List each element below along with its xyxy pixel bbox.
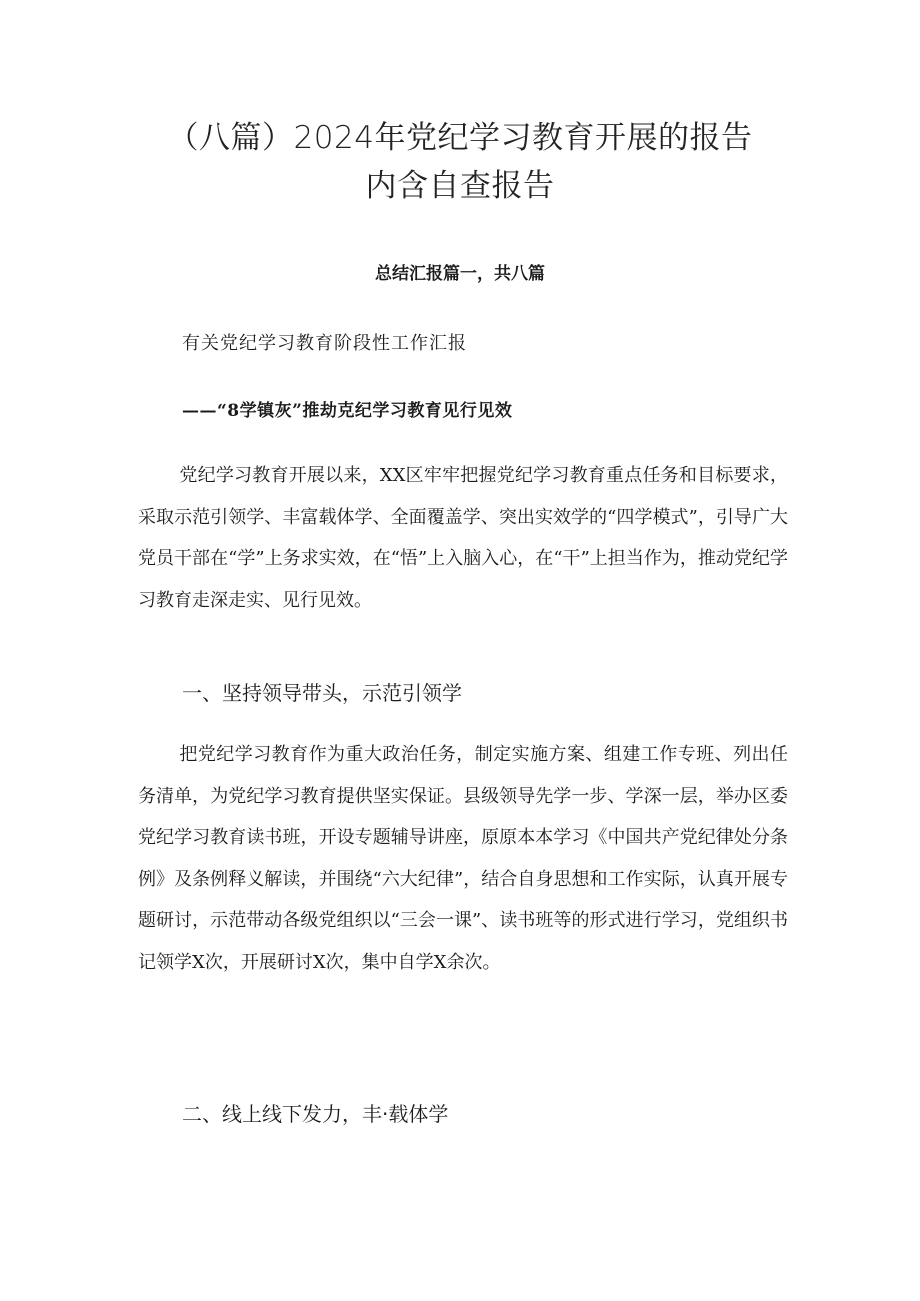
report-tagline: ——“8学镇灰”推劫克纪学习教育见行见效 bbox=[182, 401, 513, 421]
document-title-line1: （八篇）2024年党纪学习教育开展的报告 bbox=[167, 120, 753, 156]
paragraph-section-1: 把党纪学习教育作为重大政治任务，制定实施方案、组建工作专班、列出任务清单，为党纪学习教育提供坚实保证。县级领导先学一步、学深一层，举办区委党纪学习教育读书班，开设专题辅导讲座，原原本本学习《中国共产党纪律处分条例》及条例释义解读，并围绕“六大纪律”，结合自身思想和工作实际，认真开展专题研讨，示范带动各级党组织以“三会一课”、读书班等的形式进行学习，党组织书记领学X次，开展研讨X次，集中自学X余次。 bbox=[138, 744, 788, 973]
report-intro-line: 有关党纪学习教育阶段性工作汇报 bbox=[182, 333, 467, 354]
section-heading-1: 一、坚持领导带头，示范引领学 bbox=[182, 681, 462, 705]
paragraph-intro: 党纪学习教育开展以来，XX区牢牢把握党纪学习教育重点任务和目标要求，采取示范引领学、丰富载体学、全面覆盖学、突出实效学的“四学模式”，引导广大党员干部在“学”上务求实效，在“悟”上入脑入心，在“干”上担当作为，推动党纪学习教育走深走实、见行见效。 bbox=[138, 465, 788, 611]
section-heading-2: 二、线上线下发力，丰·载体学 bbox=[182, 1102, 449, 1126]
document-subtitle: 总结汇报篇一，共八篇 bbox=[375, 264, 545, 284]
document-title-line2: 内含自查报告 bbox=[365, 168, 555, 204]
